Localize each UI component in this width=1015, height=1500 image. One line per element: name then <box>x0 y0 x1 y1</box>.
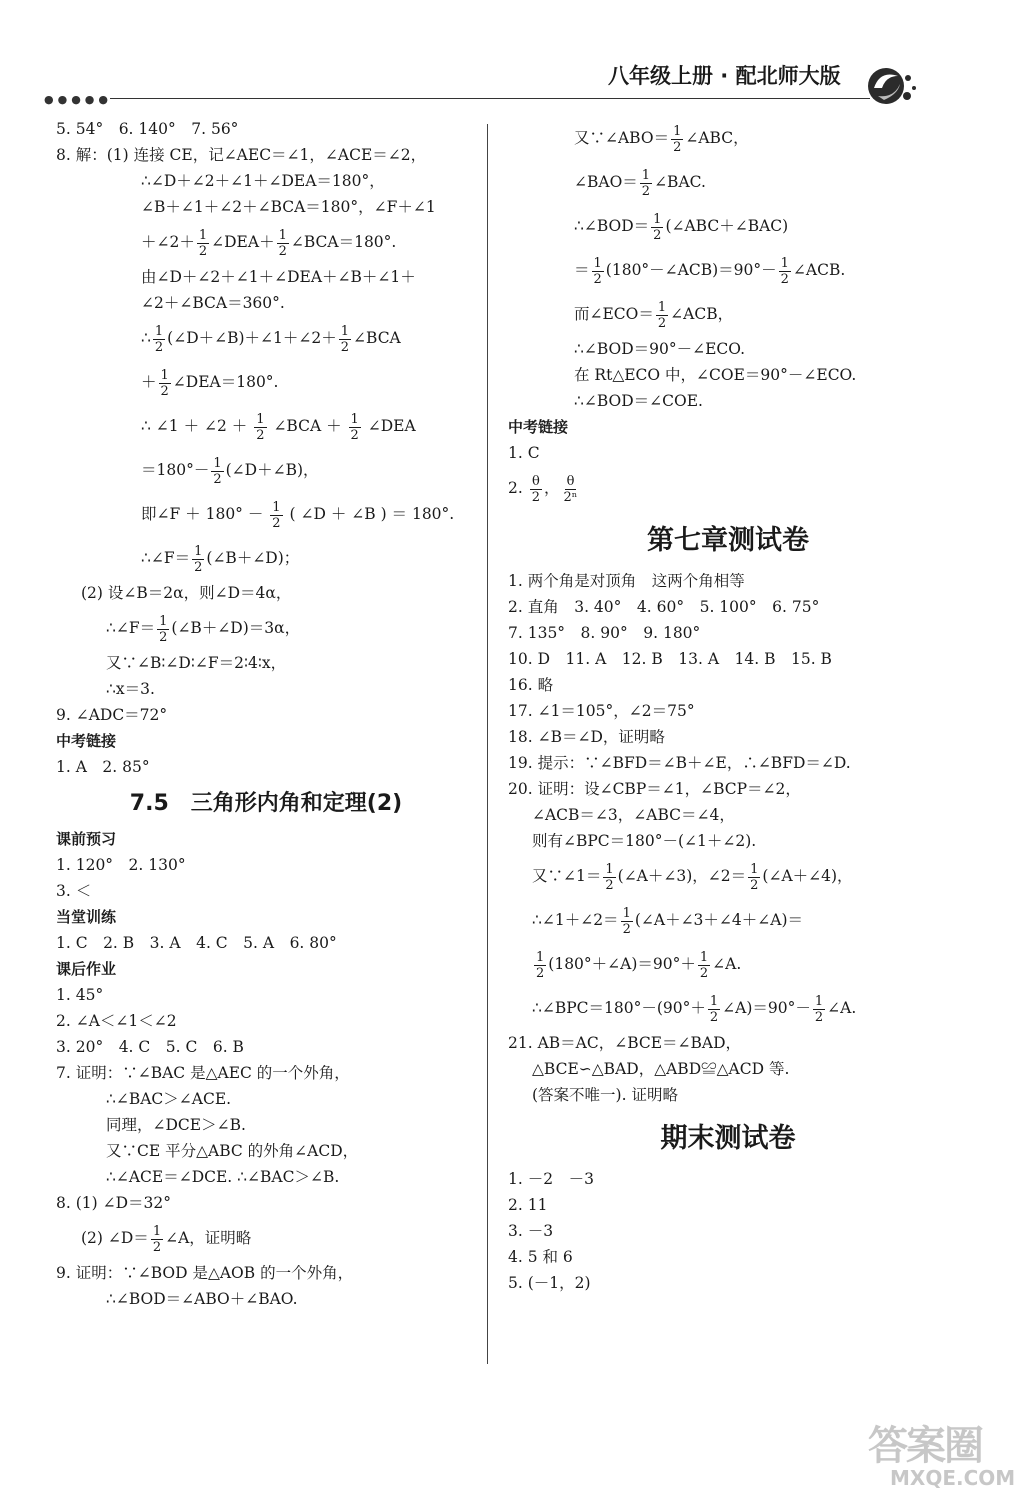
answer-line: 8. (1) ∠D＝32° <box>56 1194 171 1212</box>
answer-line: 5. (－1，2) <box>508 1274 591 1292</box>
answer-line: ∴∠BPC＝180°－(90°＋ $\frac{1}{2}$ ∠A)＝90°－ $\frac{1}{2}$ ∠A. <box>532 993 857 1025</box>
answer-line: ∠B＋∠1＋∠2＋∠BCA＝180°，∠F＋∠1 <box>141 198 436 216</box>
swirl-logo-icon <box>864 62 924 106</box>
answer-line: 9. ∠ADC＝72° <box>56 706 168 724</box>
section-title: 7.5 三角形内角和定理(2) <box>129 791 403 816</box>
fraction: $\frac{1}{2}$ <box>593 255 602 287</box>
fraction: $\frac{1}{2}$ <box>194 543 203 575</box>
answer-line: 2. 直角 3. 40° 4. 60° 5. 100° 6. 75° <box>508 598 820 616</box>
fraction: $\frac{1}{2}$ <box>154 323 164 355</box>
answer-line: ＋ $\frac{1}{2}$ ∠DEA＝180°. <box>141 367 279 399</box>
fraction: $\frac{1}{2}$ <box>653 211 662 243</box>
answer-line: ∠BAO＝ $\frac{1}{2}$ ∠BAC. <box>574 167 706 199</box>
page-header <box>0 0 1000 110</box>
answer-line: ∴∠1＋∠2＝ $\frac{1}{2}$ (∠A＋∠3＋∠4＋∠A)＝ <box>532 905 803 937</box>
watermark-text: 答案圈 <box>868 1423 982 1469</box>
answer-line: ∴x＝3. <box>106 680 155 698</box>
answer-line: 20. 证明：设∠CBP＝∠1，∠BCP＝∠2， <box>508 780 801 798</box>
answer-line: ＝180°－ $\frac{1}{2}$ (∠D＋∠B)， <box>141 455 319 487</box>
fraction: $\frac{1}{2}$ <box>814 993 824 1025</box>
fraction: $\frac{1}{2}$ <box>350 411 359 443</box>
answer-line: 3. ＜ <box>56 882 92 900</box>
fraction: $\frac{1}{2}$ <box>152 1223 162 1255</box>
answer-line: ∴∠BOD＝∠ABO＋∠BAO. <box>106 1290 298 1308</box>
answer-line: 2. ∠A＜∠1＜∠2 <box>56 1012 177 1030</box>
watermark-url: MXQE.COM <box>890 1466 1015 1490</box>
answer-line: ∴ ∠1 ＋ ∠2 ＋ $\frac{1}{2}$ ∠BCA ＋ $\frac{1}{2}$ ∠DEA <box>141 411 416 443</box>
watermark-logo <box>850 1410 1015 1500</box>
answer-line: △BCE∽△BAD，△ABD≌△ACD 等. <box>532 1060 790 1078</box>
answer-line: ∴ $\frac{1}{2}$ (∠D＋∠B)＋∠1＋∠2＋ $\frac{1}{2}$ ∠BCA <box>141 323 401 355</box>
answer-line: 1. －2 －3 <box>508 1170 594 1188</box>
answer-line: 3. 20° 4. C 5. C 6. B <box>56 1038 244 1056</box>
answer-line: ∴∠BOD＝∠COE. <box>574 392 703 410</box>
answer-line: 则有∠BPC＝180°－(∠1＋∠2). <box>532 832 757 850</box>
answer-line: ∴∠D＋∠2＋∠1＋∠DEA＝180°， <box>141 172 385 190</box>
fraction: $\frac{1}{2}$ <box>622 905 631 937</box>
section-heading: 课后作业 <box>56 960 117 978</box>
answer-line: 而∠ECO＝ $\frac{1}{2}$ ∠ACB， <box>574 299 734 331</box>
fraction: $\frac{\theta}{\text{2ⁿ}}$ <box>563 473 578 505</box>
answer-line: (2) ∠D＝ $\frac{1}{2}$ ∠A，证明略 <box>81 1223 252 1255</box>
answer-line: ＋∠2＋ $\frac{1}{2}$ ∠DEA＋ $\frac{1}{2}$ ∠BCA＝180°. <box>141 227 397 259</box>
column-divider <box>487 124 488 1364</box>
header-title: 八年级上册 · 配北师大版 <box>608 64 841 88</box>
fraction: $\frac{1}{2}$ <box>340 323 350 355</box>
answer-line: 由∠D＋∠2＋∠1＋∠DEA＋∠B＋∠1＋ <box>141 268 416 286</box>
answer-line: ∠2＋∠BCA＝360°. <box>141 294 285 312</box>
fraction: $\frac{1}{2}$ <box>641 167 651 199</box>
answer-line: 同理，∠DCE＞∠B. <box>106 1116 246 1134</box>
answer-line: 7. 证明：∵∠BAC 是△AEC 的一个外角， <box>56 1064 350 1082</box>
answer-line: $\frac{1}{2}$ (180°＋∠A)＝90°＋ $\frac{1}{2}$ ∠A. <box>536 949 742 981</box>
answer-line: 2. $\frac{\theta}{2}$ ， $\frac{\theta}{\text{2ⁿ}}$ <box>508 473 578 505</box>
answer-line: ∴∠BOD＝ $\frac{1}{2}$ (∠ABC＋∠BAC) <box>574 211 789 243</box>
answer-line: 又∵∠1＝ $\frac{1}{2}$ (∠A＋∠3)，∠2＝ $\frac{1}{2}$ (∠A＋∠4)， <box>532 861 853 893</box>
answer-line: ∴∠F＝ $\frac{1}{2}$ (∠B＋∠D)＝3α， <box>106 613 301 645</box>
fraction: $\frac{1}{2}$ <box>159 613 168 645</box>
answer-line: 17. ∠1＝105°，∠2＝75° <box>508 702 695 720</box>
answer-line: 4. 5 和 6 <box>508 1248 573 1266</box>
section-heading: 当堂训练 <box>56 908 117 926</box>
fraction: $\frac{1}{2}$ <box>780 255 789 287</box>
answer-line: 16. 略 <box>508 676 554 694</box>
answer-line: ∠ACB＝∠3，∠ABC＝∠4， <box>532 806 735 824</box>
fraction: $\frac{1}{2}$ <box>278 227 287 259</box>
fraction: $\frac{1}{2}$ <box>605 861 614 893</box>
answer-line: ∴∠ACE＝∠DCE. ∴∠BAC＞∠B. <box>106 1168 340 1186</box>
section-heading: 课前预习 <box>56 830 117 848</box>
answer-line: 21. AB＝AC，∠BCE＝∠BAD， <box>508 1034 742 1052</box>
answer-line: 又∵∠B∶∠D∶∠F＝2∶4∶x， <box>106 654 287 672</box>
header-dots-icon: ●●●●● <box>44 93 112 106</box>
answer-line: 又∵CE 平分△ABC 的外角∠ACD， <box>106 1142 359 1160</box>
answer-line: 1. 45° <box>56 986 104 1004</box>
answer-line: 9. 证明：∵∠BOD 是△AOB 的一个外角， <box>56 1264 354 1282</box>
final-test-title: 期末测试卷 <box>660 1123 796 1154</box>
answer-line: 8. 解：(1) 连接 CE，记∠AEC＝∠1，∠ACE＝∠2， <box>56 146 427 164</box>
answer-line: (答案不唯一). 证明略 <box>532 1086 678 1104</box>
fraction: $\frac{1}{2}$ <box>699 949 709 981</box>
fraction: $\frac{1}{2}$ <box>256 411 265 443</box>
fraction: $\frac{1}{2}$ <box>657 299 667 331</box>
right-column <box>508 116 948 1296</box>
answer-line: 1. C 2. B 3. A 4. C 5. A 6. 80° <box>56 934 337 952</box>
section-heading: 中考链接 <box>56 732 117 750</box>
answer-line: 7. 135° 8. 90° 9. 180° <box>508 624 701 642</box>
fraction: $\frac{1}{2}$ <box>709 993 719 1025</box>
answer-line: 19. 提示：∵∠BFD＝∠B＋∠E，∴∠BFD＝∠D. <box>508 754 851 772</box>
fraction: $\frac{1}{2}$ <box>536 949 545 981</box>
left-column <box>56 116 476 1312</box>
section-heading: 中考链接 <box>508 418 569 436</box>
answer-line: 2. 11 <box>508 1196 548 1214</box>
fraction: $\frac{1}{2}$ <box>673 123 682 155</box>
header-rule <box>110 98 870 99</box>
answer-line: 1. A 2. 85° <box>56 758 150 776</box>
answer-line: 18. ∠B＝∠D，证明略 <box>508 728 665 746</box>
answer-line: 1. C <box>508 444 540 462</box>
answer-line: ∴∠BOD＝90°－∠ECO. <box>574 340 746 358</box>
fraction: $\frac{1}{2}$ <box>160 367 169 399</box>
fraction: $\frac{1}{2}$ <box>272 499 281 531</box>
answer-line: 即∠F ＋ 180° － $\frac{1}{2}$ ( ∠D ＋ ∠B ) ＝ 180°. <box>141 499 455 531</box>
answer-line: 5. 54° 6. 140° 7. 56° <box>56 120 239 138</box>
answer-line: ∴∠F＝ $\frac{1}{2}$ (∠B＋∠D)； <box>141 543 300 575</box>
answer-line: 1. 两个角是对顶角 这两个角相等 <box>508 572 745 590</box>
answer-line: 1. 120° 2. 130° <box>56 856 186 874</box>
fraction: $\frac{1}{2}$ <box>750 861 759 893</box>
fraction: $\frac{1}{2}$ <box>213 455 222 487</box>
answer-line: ＝ $\frac{1}{2}$ (180°－∠ACB)＝90°－ $\frac{1}{2}$ ∠ACB. <box>574 255 846 287</box>
answer-line: (2) 设∠B＝2α，则∠D＝4α， <box>81 584 292 602</box>
chapter-test-title: 第七章测试卷 <box>647 525 809 556</box>
fraction: $\frac{\theta}{2}$ <box>531 473 541 505</box>
answer-line: 在 Rt△ECO 中，∠COE＝90°－∠ECO. <box>574 366 857 384</box>
answer-line: 3. －3 <box>508 1222 554 1240</box>
fraction: $\frac{1}{2}$ <box>198 227 208 259</box>
answer-line: ∴∠BAC＞∠ACE. <box>106 1090 232 1108</box>
answer-line: 又∵∠ABO＝ $\frac{1}{2}$ ∠ABC， <box>574 123 749 155</box>
answer-line: 10. D 11. A 12. B 13. A 14. B 15. B <box>508 650 832 668</box>
